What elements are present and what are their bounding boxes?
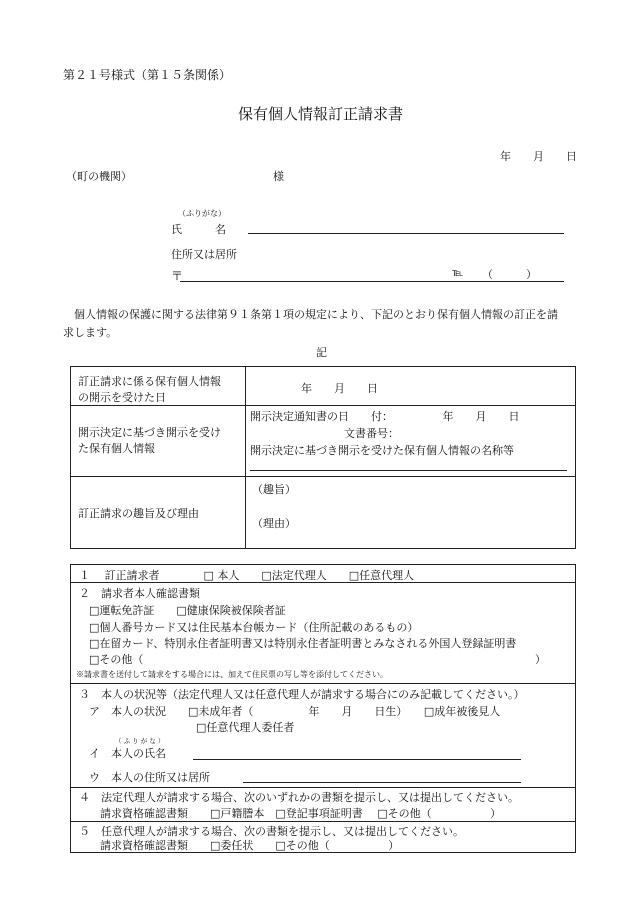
disclosed-info-name-label: 開示決定に基づき開示を受けた保有個人情報の名称等 — [250, 444, 514, 457]
purpose-field[interactable]: （趣旨） — [252, 483, 296, 496]
name-field-line[interactable] — [248, 233, 564, 234]
form-number: 第２１号様式（第１５条関係） — [63, 68, 232, 82]
disclosure-date-label-2: の開示を受けた日 — [78, 391, 166, 404]
honorific: 様 — [273, 170, 284, 183]
tel-parens[interactable]: （ ） — [482, 268, 537, 281]
reason-field[interactable]: （理由） — [252, 517, 296, 530]
principal-furigana: （ ふ り が な ） — [115, 737, 165, 745]
disclosure-date-value[interactable]: 年 月 日 — [301, 382, 378, 395]
id-docs-other-close: ） — [535, 653, 546, 666]
tel-label: ℡ — [452, 267, 464, 279]
id-docs-residence-card[interactable]: □在留カード、特別永住者証明書又は特別永住者証明書とみなされる外国人登録証明書 — [89, 637, 517, 650]
reason-label: 訂正請求の趣旨及び理由 — [78, 507, 199, 520]
address-label: 住所又は居所 — [171, 248, 237, 261]
principal-address-line — [243, 782, 521, 783]
id-docs-other[interactable]: □その他（ — [89, 653, 144, 666]
principal-name-line — [193, 759, 521, 760]
id-docs-title: ２ 請求者本人確認書類 — [79, 587, 200, 600]
intro-line-2: 求します。 — [63, 326, 118, 339]
disclosed-info-label-1: 開示決定に基づき開示を受け — [78, 426, 221, 439]
disclosed-info-label-2: た保有個人情報 — [78, 442, 155, 455]
notice-date-field[interactable]: 開示決定通知書の日 付： 年 月 日 — [250, 410, 520, 423]
requester-type-row[interactable]: １ 訂正請求者 □ 本人 □法定代理人 □任意代理人 — [79, 569, 415, 582]
principal-status-mandator[interactable]: □任意代理人委任者 — [196, 721, 295, 734]
furigana-label: （ふりがな） — [178, 209, 226, 218]
id-docs-license-insurance[interactable]: □運転免許証 □健康保険被保険者証 — [89, 604, 286, 617]
request-details-table — [70, 366, 576, 549]
voluntary-agent-title: ５ 任意代理人が請求する場合、次の書類を提示し、又は提出してください。 — [79, 825, 464, 838]
principal-name-label: イ 本人の氏名 — [89, 747, 166, 760]
addressee: （町の機関） — [66, 170, 132, 183]
id-docs-mynumber[interactable]: □個人番号カード又は住民基本台帳カード（住所記載のあるもの） — [89, 621, 419, 634]
principal-status-title: ３ 本人の状況等（法定代理人又は任意代理人が請求する場合にのみ記載してください。） — [79, 688, 525, 701]
document-title: 保有個人情報訂正請求書 — [238, 105, 404, 123]
postal-mark: 〒 — [171, 269, 184, 283]
name-label: 氏 名 — [171, 223, 226, 236]
legal-agent-title: ４ 法定代理人が請求する場合、次のいずれかの書類を提示し、又は提出してください。 — [79, 791, 519, 804]
intro-line-1: 個人情報の保護に関する法律第９１条第１項の規定により、下記のとおり保有個人情報の訂正を請 — [74, 308, 558, 321]
document-number-field[interactable]: 文書番号： — [344, 427, 399, 440]
requester-info-table — [70, 564, 576, 853]
principal-address-label: ウ 本人の住所又は居所 — [89, 771, 210, 784]
voluntary-agent-docs[interactable]: 請求資格確認書類 □委任状 □その他（ ） — [100, 839, 400, 852]
disclosure-date-label-1: 訂正請求に係る保有個人情報 — [78, 375, 221, 388]
id-docs-note: ※請求書を送付して請求をする場合には、加えて住民票の写し等を添付してください。 — [76, 670, 388, 679]
disclosed-info-name-line — [250, 470, 567, 471]
ki-label: 記 — [316, 346, 327, 359]
principal-status-row[interactable]: ア 本人の状況 □未成年者（ 年 月 日生） □成年被後見人 — [89, 705, 501, 718]
date-line[interactable]: 年 月 日 — [500, 150, 577, 163]
legal-agent-docs[interactable]: 請求資格確認書類 □戸籍謄本 □登記事項証明書 □その他（ ） — [100, 807, 502, 820]
